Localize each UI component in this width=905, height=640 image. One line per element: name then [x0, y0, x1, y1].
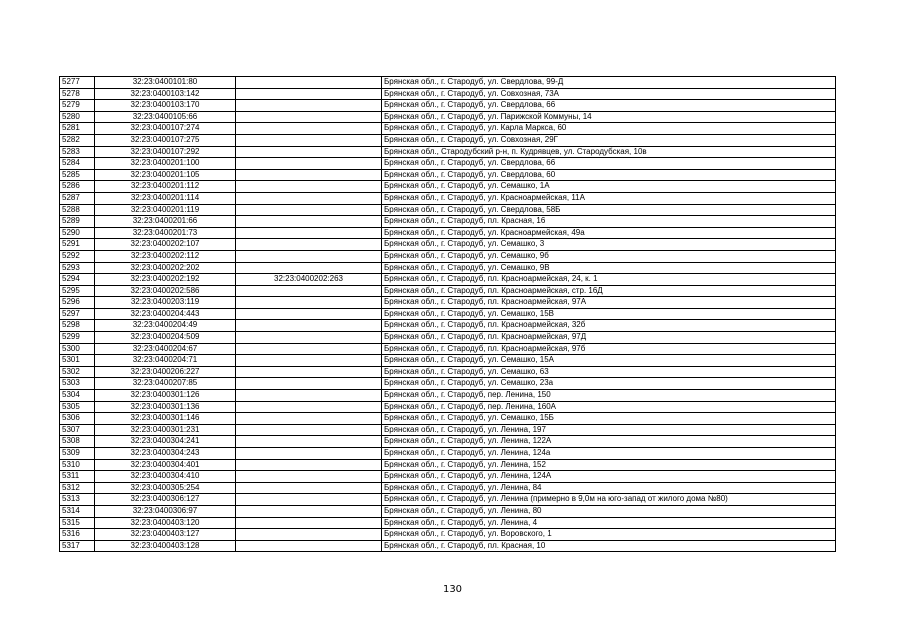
table-row: [60, 401, 836, 413]
row-number-cell: 5310: [60, 459, 95, 471]
address-cell: Брянская обл., г. Стародуб, ул. Ленина, 80: [382, 505, 836, 517]
address-cell: Брянская обл., г. Стародуб, ул. Карла Маркса, 60: [382, 123, 836, 135]
address-cell: Брянская обл., г. Стародуб, ул. Семашко, 63: [382, 366, 836, 378]
address-cell: Брянская обл., г. Стародуб, ул. Ленина, 124а: [382, 448, 836, 460]
table-row: [60, 158, 836, 170]
cadastral-number-cell: 32:23:0400204:443: [95, 308, 236, 320]
cadastral-number-cell: 32:23:0400202:112: [95, 250, 236, 262]
address-cell: Брянская обл., г. Стародуб, ул. Семашко, 9В: [382, 262, 836, 274]
row-number-cell: 5316: [60, 529, 95, 541]
cadastral-number-cell: 32:23:0400201:73: [95, 227, 236, 239]
cadastral-number-cell: 32:23:0400305:254: [95, 482, 236, 494]
table-row: [60, 517, 836, 529]
linked-cadastral-number-cell: [236, 471, 382, 483]
table-row: [60, 77, 836, 89]
address-cell: Брянская обл., г. Стародуб, ул. Ленина (примерно в 9,0м на юго-запад от жилого дома №80): [382, 494, 836, 506]
table-row: [60, 250, 836, 262]
table-row: [60, 448, 836, 460]
linked-cadastral-number-cell: 32:23:0400202:263: [236, 274, 382, 286]
row-number-cell: 5307: [60, 424, 95, 436]
linked-cadastral-number-cell: [236, 459, 382, 471]
linked-cadastral-number-cell: [236, 436, 382, 448]
row-number-cell: 5294: [60, 274, 95, 286]
row-number-cell: 5287: [60, 192, 95, 204]
linked-cadastral-number-cell: [236, 401, 382, 413]
address-cell: Брянская обл., г. Стародуб, ул. Свердлова, 66: [382, 158, 836, 170]
linked-cadastral-number-cell: [236, 134, 382, 146]
linked-cadastral-number-cell: [236, 482, 382, 494]
linked-cadastral-number-cell: [236, 320, 382, 332]
address-cell: Брянская обл., Стародубский р-н, п. Кудрявцев, ул. Стародубская, 10в: [382, 146, 836, 158]
linked-cadastral-number-cell: [236, 192, 382, 204]
table-row: [60, 216, 836, 228]
linked-cadastral-number-cell: [236, 262, 382, 274]
cadastral-number-cell: 32:23:0400204:67: [95, 343, 236, 355]
table-row: [60, 424, 836, 436]
table-row: [60, 494, 836, 506]
address-cell: Брянская обл., г. Стародуб, ул. Совхозная, 73А: [382, 88, 836, 100]
cadastral-number-cell: 32:23:0400202:107: [95, 239, 236, 251]
registry-table-body: [60, 77, 836, 552]
linked-cadastral-number-cell: [236, 448, 382, 460]
table-row: [60, 343, 836, 355]
cadastral-number-cell: 32:23:0400301:146: [95, 413, 236, 425]
cadastral-number-cell: 32:23:0400204:509: [95, 332, 236, 344]
linked-cadastral-number-cell: [236, 343, 382, 355]
cadastral-number-cell: 32:23:0400202:202: [95, 262, 236, 274]
linked-cadastral-number-cell: [236, 285, 382, 297]
address-cell: Брянская обл., г. Стародуб, ул. Семашко, 15В: [382, 308, 836, 320]
row-number-cell: 5315: [60, 517, 95, 529]
row-number-cell: 5298: [60, 320, 95, 332]
cadastral-number-cell: 32:23:0400306:127: [95, 494, 236, 506]
row-number-cell: 5311: [60, 471, 95, 483]
cadastral-number-cell: 32:23:0400301:126: [95, 390, 236, 402]
linked-cadastral-number-cell: [236, 250, 382, 262]
row-number-cell: 5297: [60, 308, 95, 320]
address-cell: Брянская обл., г. Стародуб, ул. Семашко, 1А: [382, 181, 836, 193]
row-number-cell: 5289: [60, 216, 95, 228]
row-number-cell: 5284: [60, 158, 95, 170]
linked-cadastral-number-cell: [236, 366, 382, 378]
cadastral-number-cell: 32:23:0400201:100: [95, 158, 236, 170]
row-number-cell: 5304: [60, 390, 95, 402]
row-number-cell: 5282: [60, 134, 95, 146]
row-number-cell: 5291: [60, 239, 95, 251]
cadastral-number-cell: 32:23:0400107:275: [95, 134, 236, 146]
cadastral-number-cell: 32:23:0400107:292: [95, 146, 236, 158]
page-number: 130: [442, 584, 463, 595]
address-cell: Брянская обл., г. Стародуб, пл. Красноармейская, стр. 16Д: [382, 285, 836, 297]
table-row: [60, 192, 836, 204]
address-cell: Брянская обл., г. Стародуб, ул. Свердлова, 66: [382, 100, 836, 112]
linked-cadastral-number-cell: [236, 413, 382, 425]
address-cell: Брянская обл., г. Стародуб, ул. Воровского, 1: [382, 529, 836, 541]
linked-cadastral-number-cell: [236, 529, 382, 541]
linked-cadastral-number-cell: [236, 355, 382, 367]
cadastral-number-cell: 32:23:0400101:80: [95, 77, 236, 89]
address-cell: Брянская обл., г. Стародуб, ул. Ленина, 122А: [382, 436, 836, 448]
cadastral-number-cell: 32:23:0400301:136: [95, 401, 236, 413]
table-row: [60, 320, 836, 332]
row-number-cell: 5277: [60, 77, 95, 89]
linked-cadastral-number-cell: [236, 424, 382, 436]
row-number-cell: 5290: [60, 227, 95, 239]
linked-cadastral-number-cell: [236, 100, 382, 112]
address-cell: Брянская обл., г. Стародуб, пер. Ленина, 160А: [382, 401, 836, 413]
address-cell: Брянская обл., г. Стародуб, ул. Свердлова, 58Б: [382, 204, 836, 216]
table-row: [60, 471, 836, 483]
row-number-cell: 5299: [60, 332, 95, 344]
linked-cadastral-number-cell: [236, 88, 382, 100]
cadastral-number-cell: 32:23:0400201:114: [95, 192, 236, 204]
address-cell: Брянская обл., г. Стародуб, ул. Свердлова, 60: [382, 169, 836, 181]
linked-cadastral-number-cell: [236, 378, 382, 390]
cadastral-number-cell: 32:23:0400204:49: [95, 320, 236, 332]
cadastral-number-cell: 32:23:0400201:119: [95, 204, 236, 216]
address-cell: Брянская обл., г. Стародуб, ул. Семашко, 23а: [382, 378, 836, 390]
linked-cadastral-number-cell: [236, 181, 382, 193]
address-cell: Брянская обл., г. Стародуб, ул. Ленина, 124А: [382, 471, 836, 483]
linked-cadastral-number-cell: [236, 77, 382, 89]
row-number-cell: 5279: [60, 100, 95, 112]
table-row: [60, 111, 836, 123]
address-cell: Брянская обл., г. Стародуб, пл. Красноармейская, 97А: [382, 297, 836, 309]
row-number-cell: 5286: [60, 181, 95, 193]
table-row: [60, 505, 836, 517]
row-number-cell: 5283: [60, 146, 95, 158]
table-row: [60, 100, 836, 112]
address-cell: Брянская обл., г. Стародуб, ул. Ленина, 197: [382, 424, 836, 436]
address-cell: Брянская обл., г. Стародуб, пл. Красная, 10: [382, 540, 836, 552]
row-number-cell: 5280: [60, 111, 95, 123]
address-cell: Брянская обл., г. Стародуб, ул. Красноармейская, 49а: [382, 227, 836, 239]
linked-cadastral-number-cell: [236, 297, 382, 309]
cadastral-number-cell: 32:23:0400204:71: [95, 355, 236, 367]
address-cell: Брянская обл., г. Стародуб, ул. Парижской Коммуны, 14: [382, 111, 836, 123]
table-row: [60, 88, 836, 100]
address-cell: Брянская обл., г. Стародуб, ул. Семашко, 3: [382, 239, 836, 251]
table-row: [60, 355, 836, 367]
cadastral-number-cell: 32:23:0400304:243: [95, 448, 236, 460]
table-row: [60, 540, 836, 552]
linked-cadastral-number-cell: [236, 494, 382, 506]
cadastral-number-cell: 32:23:0400103:170: [95, 100, 236, 112]
cadastral-number-cell: 32:23:0400201:66: [95, 216, 236, 228]
linked-cadastral-number-cell: [236, 204, 382, 216]
address-cell: Брянская обл., г. Стародуб, ул. Совхозная, 29Г: [382, 134, 836, 146]
linked-cadastral-number-cell: [236, 123, 382, 135]
table-row: [60, 308, 836, 320]
cadastral-number-cell: 32:23:0400203:119: [95, 297, 236, 309]
cadastral-number-cell: 32:23:0400202:192: [95, 274, 236, 286]
cadastral-number-cell: 32:23:0400304:401: [95, 459, 236, 471]
row-number-cell: 5295: [60, 285, 95, 297]
row-number-cell: 5305: [60, 401, 95, 413]
row-number-cell: 5309: [60, 448, 95, 460]
linked-cadastral-number-cell: [236, 239, 382, 251]
address-cell: Брянская обл., г. Стародуб, пл. Красноармейская, 97б: [382, 343, 836, 355]
linked-cadastral-number-cell: [236, 111, 382, 123]
row-number-cell: 5317: [60, 540, 95, 552]
row-number-cell: 5300: [60, 343, 95, 355]
cadastral-number-cell: 32:23:0400103:142: [95, 88, 236, 100]
cadastral-number-cell: 32:23:0400403:127: [95, 529, 236, 541]
address-cell: Брянская обл., г. Стародуб, пл. Красноармейская, 24, к. 1: [382, 274, 836, 286]
cadastral-number-cell: 32:23:0400105:66: [95, 111, 236, 123]
table-row: [60, 227, 836, 239]
table-row: [60, 459, 836, 471]
table-row: [60, 285, 836, 297]
table-row: [60, 297, 836, 309]
row-number-cell: 5288: [60, 204, 95, 216]
row-number-cell: 5278: [60, 88, 95, 100]
address-cell: Брянская обл., г. Стародуб, пер. Ленина, 150: [382, 390, 836, 402]
cadastral-number-cell: 32:23:0400202:586: [95, 285, 236, 297]
linked-cadastral-number-cell: [236, 158, 382, 170]
cadastral-number-cell: 32:23:0400206:227: [95, 366, 236, 378]
address-cell: Брянская обл., г. Стародуб, пл. Красная, 16: [382, 216, 836, 228]
row-number-cell: 5303: [60, 378, 95, 390]
table-row: [60, 181, 836, 193]
address-cell: Брянская обл., г. Стародуб, пл. Красноармейская, 97Д: [382, 332, 836, 344]
row-number-cell: 5292: [60, 250, 95, 262]
linked-cadastral-number-cell: [236, 505, 382, 517]
linked-cadastral-number-cell: [236, 390, 382, 402]
address-cell: Брянская обл., г. Стародуб, ул. Ленина, 84: [382, 482, 836, 494]
cadastral-number-cell: 32:23:0400403:128: [95, 540, 236, 552]
table-row: [60, 274, 836, 286]
table-row: [60, 134, 836, 146]
address-cell: Брянская обл., г. Стародуб, ул. Ленина, 4: [382, 517, 836, 529]
table-row: [60, 413, 836, 425]
table-row: [60, 332, 836, 344]
table-row: [60, 436, 836, 448]
linked-cadastral-number-cell: [236, 332, 382, 344]
table-row: [60, 390, 836, 402]
table-row: [60, 378, 836, 390]
table-row: [60, 482, 836, 494]
address-cell: Брянская обл., г. Стародуб, ул. Красноармейская, 11А: [382, 192, 836, 204]
row-number-cell: 5306: [60, 413, 95, 425]
table-row: [60, 146, 836, 158]
table-row: [60, 529, 836, 541]
address-cell: Брянская обл., г. Стародуб, ул. Семашко, 9б: [382, 250, 836, 262]
row-number-cell: 5302: [60, 366, 95, 378]
row-number-cell: 5296: [60, 297, 95, 309]
row-number-cell: 5301: [60, 355, 95, 367]
address-cell: Брянская обл., г. Стародуб, ул. Семашко, 15А: [382, 355, 836, 367]
address-cell: Брянская обл., г. Стародуб, пл. Красноармейская, 32б: [382, 320, 836, 332]
row-number-cell: 5293: [60, 262, 95, 274]
table-row: [60, 123, 836, 135]
row-number-cell: 5281: [60, 123, 95, 135]
cadastral-number-cell: 32:23:0400207:85: [95, 378, 236, 390]
linked-cadastral-number-cell: [236, 146, 382, 158]
cadastral-number-cell: 32:23:0400304:410: [95, 471, 236, 483]
cadastral-number-cell: 32:23:0400201:105: [95, 169, 236, 181]
cadastral-number-cell: 32:23:0400306:97: [95, 505, 236, 517]
registry-table: [59, 76, 836, 552]
table-row: [60, 239, 836, 251]
linked-cadastral-number-cell: [236, 169, 382, 181]
table-row: [60, 169, 836, 181]
table-row: [60, 366, 836, 378]
row-number-cell: 5285: [60, 169, 95, 181]
table-row: [60, 262, 836, 274]
linked-cadastral-number-cell: [236, 540, 382, 552]
cadastral-number-cell: 32:23:0400201:112: [95, 181, 236, 193]
row-number-cell: 5314: [60, 505, 95, 517]
cadastral-number-cell: 32:23:0400304:241: [95, 436, 236, 448]
table-row: [60, 204, 836, 216]
address-cell: Брянская обл., г. Стародуб, ул. Ленина, 152: [382, 459, 836, 471]
row-number-cell: 5312: [60, 482, 95, 494]
linked-cadastral-number-cell: [236, 227, 382, 239]
row-number-cell: 5308: [60, 436, 95, 448]
linked-cadastral-number-cell: [236, 517, 382, 529]
cadastral-number-cell: 32:23:0400301:231: [95, 424, 236, 436]
row-number-cell: 5313: [60, 494, 95, 506]
cadastral-number-cell: 32:23:0400107:274: [95, 123, 236, 135]
address-cell: Брянская обл., г. Стародуб, ул. Свердлова, 99-Д: [382, 77, 836, 89]
linked-cadastral-number-cell: [236, 216, 382, 228]
cadastral-number-cell: 32:23:0400403:120: [95, 517, 236, 529]
linked-cadastral-number-cell: [236, 308, 382, 320]
address-cell: Брянская обл., г. Стародуб, ул. Семашко, 15Б: [382, 413, 836, 425]
